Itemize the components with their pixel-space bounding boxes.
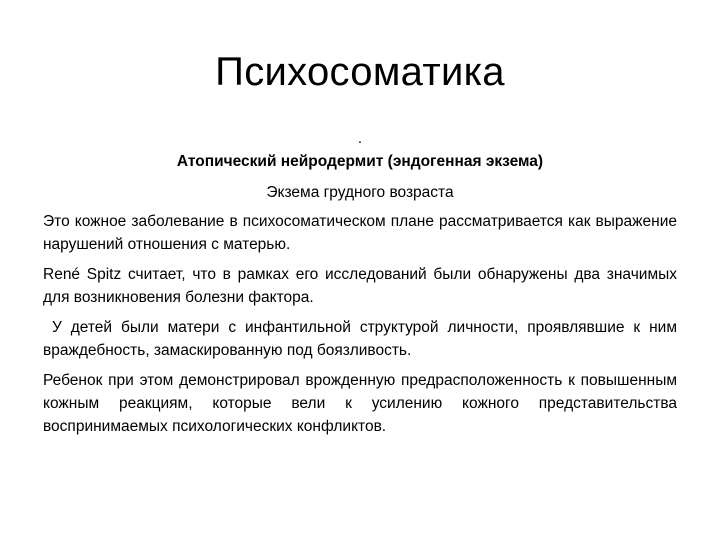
paragraph-1: Это кожное заболевание в психосоматическом плане рассматривается как выражение нарушений отношения с матерью. (43, 213, 677, 253)
paragraph-4: Ребенок при этом демонстрировал врожденную предрасположенность к повышенным кожным реакциям, которые вели к усилению кожного представительства воспринимаемых психологических конфликтов. (43, 372, 677, 435)
slide-content (43, 128, 682, 445)
separator-dot: . (357, 130, 363, 147)
paragraph-3: У детей были матери с инфантильной структурой личности, проявлявшие к ним враждебность, замаскированную под боязливость. (43, 319, 682, 359)
paragraph-2: René Spitz считает, что в рамках его исследований были обнаружены два значимых для возникновения болезни фактора. (43, 266, 677, 306)
section-subheading: Экзема грудного возраста (266, 184, 454, 201)
section-heading: Атопический нейродермит (эндогенная экзема) (176, 153, 544, 170)
slide-title: Психосоматика (215, 50, 505, 94)
